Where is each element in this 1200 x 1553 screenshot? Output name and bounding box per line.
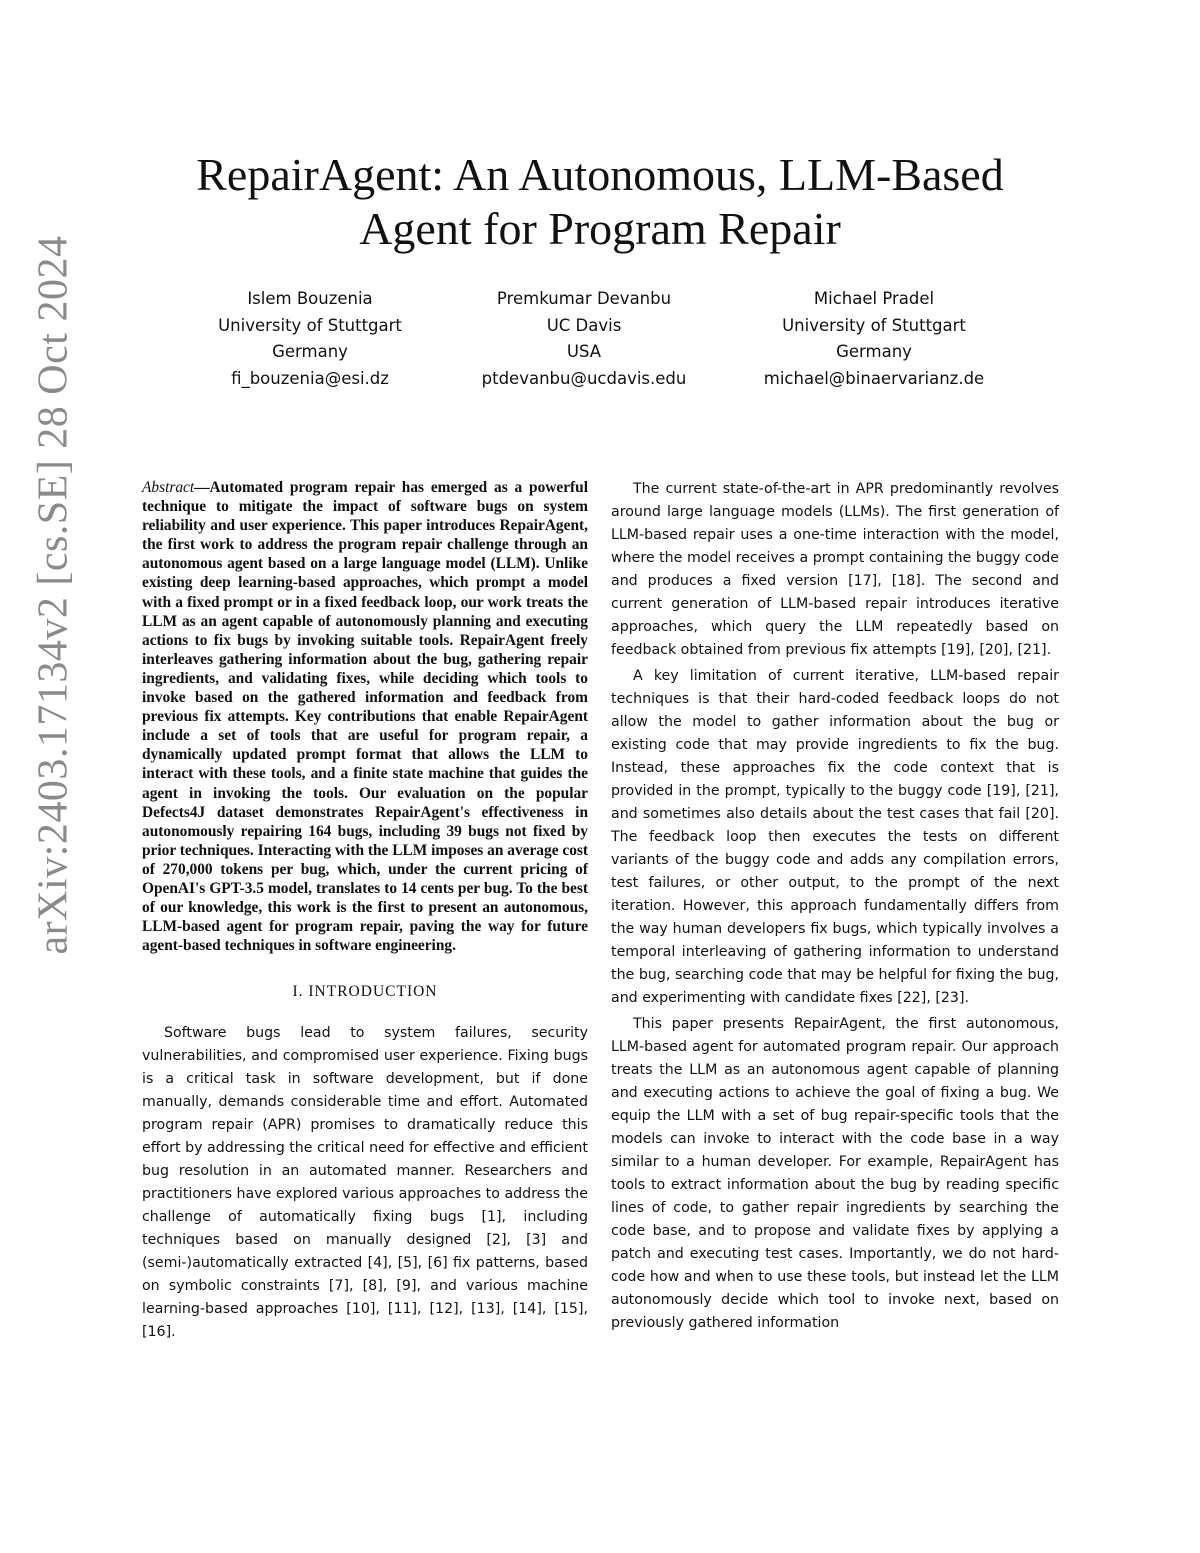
author-affiliation: University of Stuttgart xyxy=(782,315,966,335)
right-column xyxy=(611,478,1059,1335)
intro-paragraph-3: A key limitation of current iterative, LLM-based repair techniques is that their hard-coded feedback loops do not allow the model to gather information about the bug or existing code that may provide ingredients to fix the bug. Instead, these approaches fix the code context that is provided in the prompt, typically to the buggy code [19], [21], and sometimes also details about the test cases that fail [20]. The feedback loop then executes the tests on different variants of the buggy code and adds any compilation errors, test failures, or other output, to the prompt of the next iteration. However, this approach fundamentally differs from the way human developers fix bugs, which typically involves a temporal interleaving of gathering information to understand the bug, searching code that may be helpful for fixing the bug, and experimenting with candidate fixes [22], [23]. xyxy=(611,668,1059,1006)
author-email: fi_bouzenia@esi.dz xyxy=(231,368,389,388)
author-name: Premkumar Devanbu xyxy=(496,289,672,308)
title-line-2: Agent for Program Repair xyxy=(359,203,841,254)
author-3 xyxy=(724,286,1024,392)
author-affiliation: UC Davis xyxy=(546,315,622,335)
abstract-label: Abstract xyxy=(142,479,195,496)
author-name: Michael Pradel xyxy=(813,289,935,308)
author-affiliation: University of Stuttgart xyxy=(218,315,402,335)
left-column xyxy=(142,478,588,1344)
author-2 xyxy=(434,286,734,392)
paper-title xyxy=(100,148,1100,256)
author-name: Islem Bouzenia xyxy=(247,289,373,308)
section-heading-introduction: I. INTRODUCTION xyxy=(292,983,438,1001)
abstract xyxy=(142,478,588,955)
intro-paragraph-2: The current state-of-the-art in APR predominantly revolves around large language models (LLMs). The first generation of LLM-based repair uses a one-time interaction with the model, where the model receives a prompt containing the buggy code and produces a fixed version [17], [18]. The second and current generation of LLM-based repair introduces iterative approaches, which query the LLM repeatedly based on feedback obtained from previous fix attempts [19], [20], [21]. xyxy=(611,481,1059,658)
arxiv-identifier-text: arXiv:2403.17134v2 [cs.SE] 28 Oct 2024 xyxy=(30,235,77,955)
title-line-1: RepairAgent: An Autonomous, LLM-Based xyxy=(196,149,1004,200)
author-email: michael@binaervarianz.de xyxy=(763,368,985,388)
author-email: ptdevanbu@ucdavis.edu xyxy=(481,368,687,388)
author-block xyxy=(150,286,1050,396)
author-country: Germany xyxy=(836,342,912,361)
author-country: USA xyxy=(566,342,602,361)
abstract-text: —Automated program repair has emerged as a powerful technique to mitigate the impact of software bugs on system reliability and user experience. This paper introduces RepairAgent, the first work to address the program repair challenge through an autonomous agent based on a large language model (LLM). Unlike existing deep learning-based approaches, which prompt a model with a fixed prompt or in a fixed feedback loop, our work treats the LLM as an agent capable of autonomously planning and executing actions to fix bugs by invoking suitable tools. RepairAgent freely interleaves gathering information about the bug, gathering repair ingredients, and validating fixes, while deciding which tools to invoke based on the gathered information and feedback from previous fix attempts. Key contributions that enable RepairAgent include a set of tools that are useful for program repair, a dynamically updated prompt format that allows the LLM to interact with these tools, and a finite state machine that guides the agent in invoking the tools. Our evaluation on the popular Defects4J dataset demonstrates RepairAgent's effectiveness in autonomously repairing 164 bugs, including 39 bugs not fixed by prior techniques. Interacting with the LLM imposes an average cost of 270,000 tokens per bug, which, under the current pricing of OpenAI's GPT-3.5 model, translates to 14 cents per bug. To the best of our knowledge, this work is the first to present an autonomous, LLM-based agent for program repair, paving the way for future agent-based techniques in software engineering. xyxy=(142,479,589,955)
intro-paragraph-1: Software bugs lead to system failures, security vulnerabilities, and compromised user experience. Fixing bugs is a critical task in software development, but if done manually, demands considerable time and effort. Automated program repair (APR) promises to dramatically reduce this effort by addressing the critical need for effective and efficient bug resolution in an automated manner. Researchers and practitioners have explored various approaches to address the challenge of automatically fixing bugs [1], including techniques based on manually designed [2], [3] and (semi-)automatically extracted [4], [5], [6] fix patterns, based on symbolic constraints [7], [8], [9], and various machine learning-based approaches [10], [11], [12], [13], [14], [15], [16]. xyxy=(142,1025,588,1341)
author-country: Germany xyxy=(272,342,348,361)
author-1 xyxy=(160,286,460,392)
arxiv-identifier-stamp xyxy=(18,235,88,955)
intro-paragraph-4: This paper presents RepairAgent, the first autonomous, LLM-based agent for automated program repair. Our approach treats the LLM as an autonomous agent capable of planning and executing actions to achieve the goal of fixing a bug. We equip the LLM with a set of bug repair-specific tools that the models can invoke to interact with the code base in a way similar to a human developer. For example, RepairAgent has tools to extract information about the bug by reading specific lines of code, to gather repair ingredients by searching the code base, and to propose and validate fixes by applying a patch and executing test cases. Importantly, we do not hard-code how and when to use these tools, but instead let the LLM autonomously decide which tool to invoke next, based on previously gathered information xyxy=(611,1016,1059,1331)
